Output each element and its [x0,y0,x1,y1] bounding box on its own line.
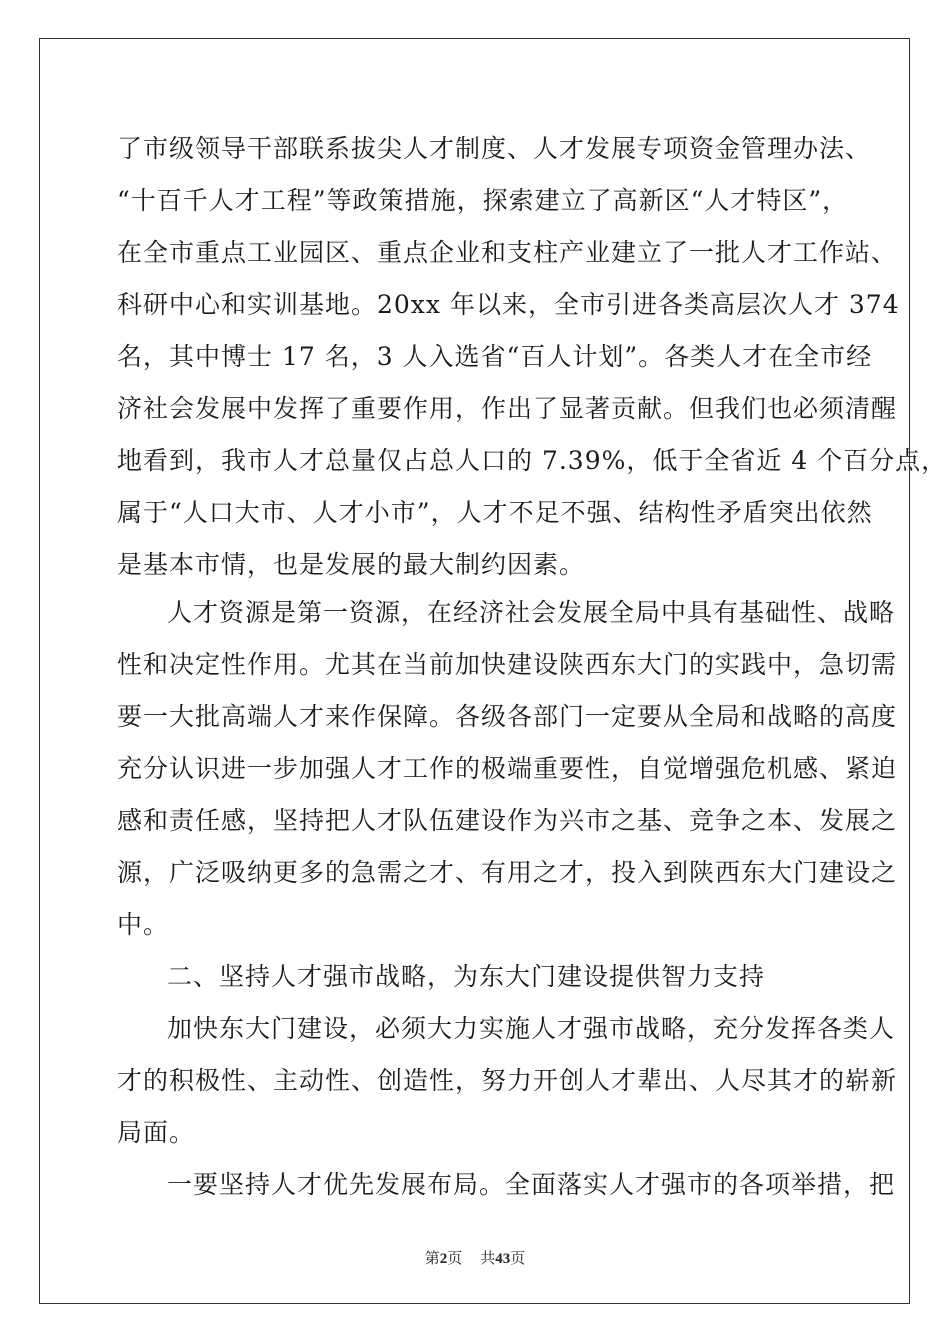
text-line: 了市级领导干部联系拔尖人才制度、人才发展专项资金管理办法、 [117,134,872,163]
text-line: 在全市重点工业园区、重点企业和支柱产业建立了一批人才工作站、 [117,238,898,267]
text-line: 属于“人口大市、人才小市”，人才不足不强、结构性矛盾突出依然 [117,498,873,527]
footer-total-prefix: 共 [480,1251,496,1267]
text-line: 充分认识进一步加强人才工作的极端重要性，自觉增强危机感、紧迫 [117,754,898,783]
text-line: 中。 [117,910,170,939]
footer-page-suffix: 页 [447,1251,463,1267]
footer-prefix: 第 [424,1251,440,1267]
text-line: 济社会发展中发挥了重要作用，作出了显著贡献。但我们也必须清醒 [117,394,898,423]
text-line: 加快东大门建设，必须大力实施人才强市战略，充分发挥各类人 [115,1014,896,1043]
text-line: 人才资源是第一资源，在经济社会发展全局中具有基础性、战略 [115,598,896,627]
total-pages: 43 [495,1251,511,1267]
text-line: 名，其中博士 17 名，3 人入选省“百人计划”。各类人才在全市经 [117,342,873,371]
text-line: 是基本市情，也是发展的最大制约因素。 [117,550,586,579]
section-heading: 二、坚持人才强市战略，为东大门建设提供智力支持 [115,962,766,991]
text-line: 感和责任感，坚持把人才队伍建设作为兴市之基、竞争之本、发展之 [117,806,898,835]
text-line: 性和决定性作用。尤其在当前加快建设陕西东大门的实践中，急切需 [117,650,898,679]
page-number: 2 [439,1251,448,1267]
text-line: 要一大批高端人才来作保障。各级各部门一定要从全局和战略的高度 [117,702,898,731]
text-line: 源，广泛吸纳更多的急需之才、有用之才，投入到陕西东大门建设之 [117,858,898,887]
text-line: 局面。 [117,1118,196,1147]
page-footer [0,1247,950,1268]
text-line: 地看到，我市人才总量仅占总人口的 7.39%，低于全省近 4 个百分点， [117,446,948,475]
text-line: 才的积极性、主动性、创造性，努力开创人才辈出、人尽其才的崭新 [117,1066,898,1095]
text-line: “十百千人才工程”等政策措施，探索建立了高新区“人才特区”， [117,186,849,215]
footer-total-suffix: 页 [510,1251,526,1267]
text-line: 科研中心和实训基地。20xx 年以来，全市引进各类高层次人才 374 [117,290,900,319]
text-line: 一要坚持人才优先发展布局。全面落实人才强市的各项举措，把 [115,1170,896,1199]
